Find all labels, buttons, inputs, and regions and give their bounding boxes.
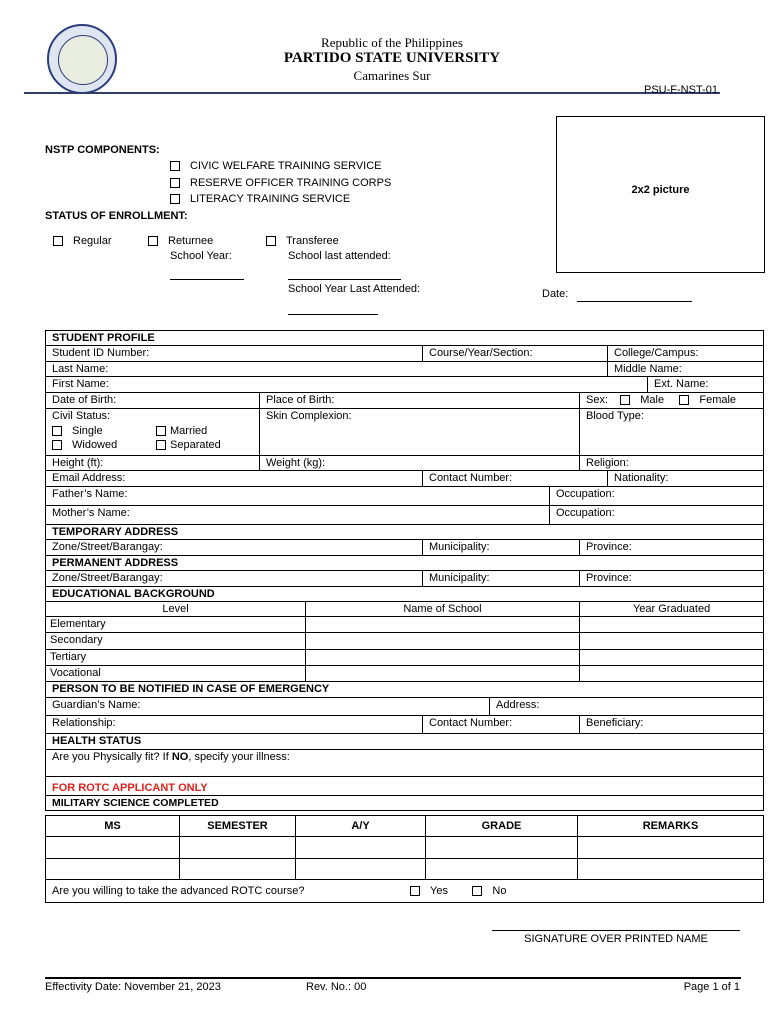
checkbox-icon[interactable]	[170, 178, 180, 188]
revision-number: Rev. No.: 00	[306, 981, 367, 993]
semester-cell[interactable]	[180, 837, 296, 859]
checkbox-icon[interactable]	[156, 440, 166, 450]
college-field[interactable]: College/Campus:	[608, 346, 764, 362]
enroll-transferee[interactable]: Transferee	[266, 235, 339, 247]
nstp-title: NSTP COMPONENTS:	[45, 144, 160, 156]
edu-school-field[interactable]	[306, 633, 580, 650]
ay-column-header: A/Y	[296, 816, 426, 837]
blood-type-field[interactable]: Blood Type:	[580, 409, 764, 456]
nstp-option-cwts[interactable]: CIVIC WELFARE TRAINING SERVICE	[170, 160, 382, 172]
edu-year-field[interactable]	[580, 633, 764, 650]
advanced-rotc-question: Are you willing to take the advanced ROTC course? Yes No	[46, 880, 764, 903]
date-label: Date:	[542, 288, 569, 300]
edu-level-label: Vocational	[46, 666, 306, 682]
sex-field[interactable]: Sex: Male Female	[580, 393, 764, 409]
height-field[interactable]: Height (ft):	[46, 456, 260, 471]
educational-background-heading: EDUCATIONAL BACKGROUND	[46, 587, 764, 602]
edu-school-field[interactable]	[306, 650, 580, 666]
photo-label: 2x2 picture	[631, 184, 690, 196]
form-code: PSU-F-NST-01	[644, 84, 718, 96]
middle-name-field[interactable]: Middle Name:	[608, 362, 764, 377]
edu-level-label: Tertiary	[46, 650, 306, 666]
returnee-school-year-field[interactable]	[170, 265, 244, 280]
perm-municipality-field[interactable]: Municipality:	[423, 571, 580, 587]
signature-label: SIGNATURE OVER PRINTED NAME	[524, 933, 708, 945]
enrollment-title: STATUS OF ENROLLMENT:	[45, 210, 188, 222]
military-science-table	[45, 815, 764, 903]
email-field[interactable]: Email Address:	[46, 471, 423, 487]
photo-box[interactable]	[556, 116, 765, 273]
returnee-school-year-label: School Year:	[170, 250, 232, 262]
edu-year-field[interactable]	[580, 650, 764, 666]
rotc-applicant-heading: FOR ROTC APPLICANT ONLY	[46, 777, 764, 796]
perm-zone-field[interactable]: Zone/Street/Barangay:	[46, 571, 423, 587]
father-name-field[interactable]: Father’s Name:	[46, 487, 550, 506]
first-name-field[interactable]: First Name:	[46, 377, 648, 393]
remarks-column-header: REMARKS	[578, 816, 764, 837]
school-year-last-label: School Year Last Attended:	[288, 283, 421, 295]
checkbox-icon[interactable]	[53, 236, 63, 246]
civil-status-field[interactable]: Civil Status: Single Married Widowed Separated	[46, 409, 260, 456]
father-occupation-field[interactable]: Occupation:	[550, 487, 764, 506]
grade-column-header: GRADE	[426, 816, 578, 837]
edu-level-label: Secondary	[46, 633, 306, 650]
school-column-header: Name of School	[306, 602, 580, 617]
edu-school-field[interactable]	[306, 617, 580, 633]
nstp-option-lts[interactable]: LITERACY TRAINING SERVICE	[170, 193, 350, 205]
school-year-last-field[interactable]	[288, 300, 378, 315]
beneficiary-field[interactable]: Beneficiary:	[580, 716, 764, 734]
checkbox-icon[interactable]	[410, 886, 420, 896]
ay-cell[interactable]	[296, 859, 426, 880]
contact-number-field[interactable]: Contact Number:	[423, 471, 608, 487]
perm-province-field[interactable]: Province:	[580, 571, 764, 587]
checkbox-icon[interactable]	[170, 161, 180, 171]
remarks-cell[interactable]	[578, 859, 764, 880]
grade-cell[interactable]	[426, 859, 578, 880]
temp-zone-field[interactable]: Zone/Street/Barangay:	[46, 540, 423, 556]
health-status-heading: HEALTH STATUS	[46, 734, 764, 750]
last-name-field[interactable]: Last Name:	[46, 362, 608, 377]
temp-municipality-field[interactable]: Municipality:	[423, 540, 580, 556]
edu-level-label: Elementary	[46, 617, 306, 633]
military-science-heading: MILITARY SCIENCE COMPLETED	[46, 796, 764, 811]
guardian-address-field[interactable]: Address:	[490, 698, 764, 716]
religion-field[interactable]: Religion:	[580, 456, 764, 471]
header-divider	[24, 92, 720, 94]
university-name: PARTIDO STATE UNIVERSITY	[283, 50, 501, 66]
footer-divider	[45, 977, 741, 979]
year-graduated-column-header: Year Graduated	[580, 602, 764, 617]
emergency-contact-field[interactable]: Contact Number:	[423, 716, 580, 734]
signature-line[interactable]	[492, 930, 740, 931]
student-profile-heading: STUDENT PROFILE	[46, 331, 764, 346]
republic-text: Republic of the Philippines	[321, 35, 463, 50]
dob-field[interactable]: Date of Birth:	[46, 393, 260, 409]
semester-cell[interactable]	[180, 859, 296, 880]
effectivity-date: Effectivity Date: November 21, 2023	[45, 981, 221, 993]
temporary-address-heading: TEMPORARY ADDRESS	[46, 525, 764, 540]
ms-cell[interactable]	[46, 837, 180, 859]
ms-column-header: MS	[46, 816, 180, 837]
grade-cell[interactable]	[426, 837, 578, 859]
pob-field[interactable]: Place of Birth:	[260, 393, 580, 409]
mother-name-field[interactable]: Mother’s Name:	[46, 506, 550, 525]
physically-fit-field[interactable]: Are you Physically fit? If NO, specify your illness:	[46, 750, 764, 777]
date-field[interactable]	[577, 287, 692, 302]
temp-province-field[interactable]: Province:	[580, 540, 764, 556]
ay-cell[interactable]	[296, 837, 426, 859]
checkbox-icon[interactable]	[52, 440, 62, 450]
level-column-header: Level	[46, 602, 306, 617]
remarks-cell[interactable]	[578, 837, 764, 859]
location-text: Camarines Sur	[353, 68, 431, 83]
edu-year-field[interactable]	[580, 617, 764, 633]
checkbox-icon[interactable]	[679, 395, 689, 405]
checkbox-icon[interactable]	[620, 395, 630, 405]
edu-school-field[interactable]	[306, 666, 580, 682]
checkbox-icon[interactable]	[52, 426, 62, 436]
checkbox-icon[interactable]	[266, 236, 276, 246]
checkbox-icon[interactable]	[170, 194, 180, 204]
ms-cell[interactable]	[46, 859, 180, 880]
enroll-returnee[interactable]: Returnee	[148, 235, 213, 247]
student-id-field[interactable]: Student ID Number:	[46, 346, 423, 362]
nstp-option-rotc[interactable]: RESERVE OFFICER TRAINING CORPS	[170, 177, 391, 189]
nationality-field[interactable]: Nationality:	[608, 471, 764, 487]
checkbox-icon[interactable]	[148, 236, 158, 246]
weight-field[interactable]: Weight (kg):	[260, 456, 580, 471]
permanent-address-heading: PERMANENT ADDRESS	[46, 556, 764, 571]
school-last-attended-field[interactable]	[288, 265, 401, 280]
school-last-attended-label: School last attended:	[288, 250, 391, 262]
checkbox-icon[interactable]	[472, 886, 482, 896]
skin-complexion-field[interactable]: Skin Complexion:	[260, 409, 580, 456]
student-form-table	[45, 330, 764, 811]
relationship-field[interactable]: Relationship:	[46, 716, 423, 734]
ext-name-field[interactable]: Ext. Name:	[648, 377, 764, 393]
guardian-name-field[interactable]: Guardian’s Name:	[46, 698, 490, 716]
edu-year-field[interactable]	[580, 666, 764, 682]
page-number: Page 1 of 1	[683, 981, 740, 993]
checkbox-icon[interactable]	[156, 426, 166, 436]
semester-column-header: SEMESTER	[180, 816, 296, 837]
course-field[interactable]: Course/Year/Section:	[423, 346, 608, 362]
emergency-contact-heading: PERSON TO BE NOTIFIED IN CASE OF EMERGENCY	[46, 682, 764, 698]
mother-occupation-field[interactable]: Occupation:	[550, 506, 764, 525]
enroll-regular[interactable]: Regular	[53, 235, 112, 247]
